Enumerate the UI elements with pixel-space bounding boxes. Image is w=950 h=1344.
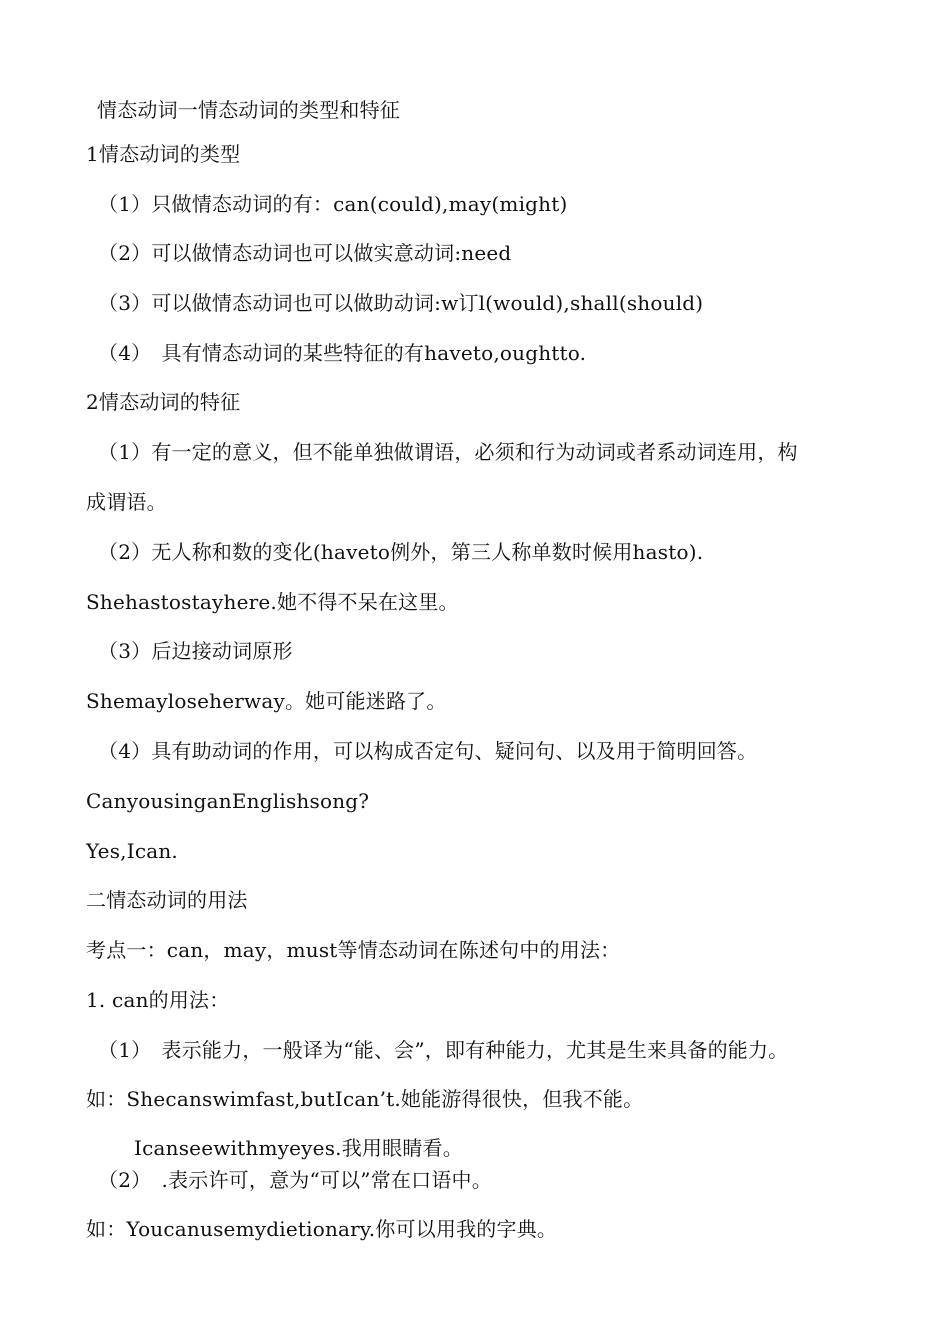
text-line: （4）具有助动词的作用，可以构成否定句、疑问句、以及用于简明回答。 bbox=[98, 739, 758, 763]
section-heading-types: 1情态动词的类型 bbox=[86, 142, 241, 166]
text-line: （1） 表示能力，一般译为“能、会”，即有种能力，尤其是生来具备的能力。 bbox=[98, 1038, 789, 1062]
text-line: （1）只做情态动词的有：can(could),may(might) bbox=[98, 192, 568, 216]
example-sentence: 如：Youcanusemydietionary.你可以用我的字典。 bbox=[86, 1217, 558, 1241]
text-line: 考点一：can，may，must等情态动词在陈述句中的用法： bbox=[86, 938, 621, 962]
text-line: （1）有一定的意义，但不能单独做谓语，必须和行为动词或者系动词连用，构 bbox=[98, 440, 798, 464]
text-line: （2） .表示许可，意为“可以”常在口语中。 bbox=[98, 1168, 492, 1192]
example-sentence: 如：Shecanswimfast,butIcan’t.她能游得很快，但我不能。 bbox=[86, 1087, 644, 1111]
text-line: （2）无人称和数的变化(haveto例外，第三人称单数时候用hasto). bbox=[98, 540, 704, 564]
text-line: 1. can的用法： bbox=[86, 988, 230, 1012]
section-heading-features: 2情态动词的特征 bbox=[86, 390, 241, 414]
document-title: 情态动词一情态动词的类型和特征 bbox=[97, 98, 400, 122]
text-line: 成谓语。 bbox=[86, 490, 167, 514]
text-line: （2）可以做情态动词也可以做实意动词:need bbox=[98, 241, 512, 265]
text-line: （4） 具有情态动词的某些特征的有haveto,oughtto. bbox=[98, 341, 587, 365]
section-heading-usage: 二情态动词的用法 bbox=[86, 888, 248, 912]
text-line: （3）后边接动词原形 bbox=[98, 639, 293, 663]
example-sentence: CanyousinganEnglishsong? bbox=[86, 789, 370, 813]
text-line: （3）可以做情态动词也可以做助动词:w订l(would),shall(should) bbox=[98, 291, 704, 315]
example-sentence: Icanseewithmyeyes.我用眼睛看。 bbox=[134, 1136, 463, 1160]
example-sentence: Yes,Ican. bbox=[86, 839, 178, 863]
example-sentence: Shehastostayhere.她不得不呆在这里。 bbox=[86, 590, 459, 614]
example-sentence: Shemayloseherway。她可能迷路了。 bbox=[86, 689, 447, 713]
